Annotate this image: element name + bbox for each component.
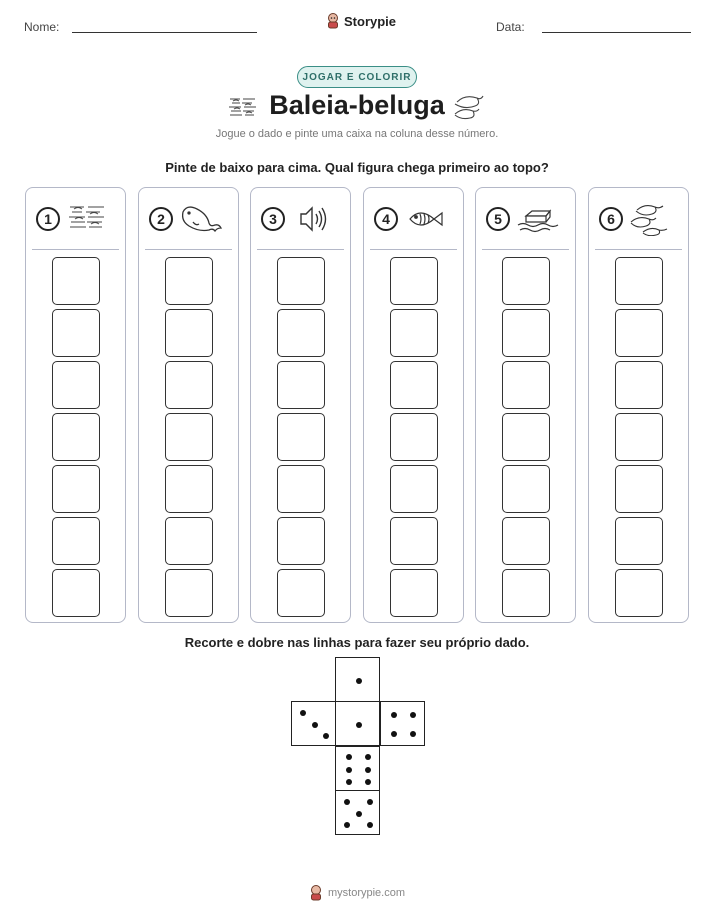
die-pip xyxy=(344,822,350,828)
die-pip xyxy=(365,754,371,760)
color-box[interactable] xyxy=(390,517,438,565)
column-divider xyxy=(257,249,344,250)
column-number: 6 xyxy=(599,207,623,231)
color-box[interactable] xyxy=(615,569,663,617)
color-box[interactable] xyxy=(615,465,663,513)
column-number: 4 xyxy=(374,207,398,231)
color-box[interactable] xyxy=(502,413,550,461)
color-box[interactable] xyxy=(615,257,663,305)
die-pip xyxy=(344,799,350,805)
die-pip xyxy=(346,779,352,785)
name-label: Nome: xyxy=(24,20,60,34)
die-face-1 xyxy=(335,657,380,702)
color-box[interactable] xyxy=(277,465,325,513)
color-box[interactable] xyxy=(390,309,438,357)
die-pip xyxy=(300,710,306,716)
color-box[interactable] xyxy=(390,361,438,409)
color-box[interactable] xyxy=(52,361,100,409)
column-4 xyxy=(363,187,464,623)
column-divider xyxy=(370,249,457,250)
column-divider xyxy=(482,249,569,250)
sound-speaker-icon xyxy=(291,202,335,236)
color-box[interactable] xyxy=(277,257,325,305)
die-pip xyxy=(365,779,371,785)
column-header xyxy=(589,188,688,250)
die-pip xyxy=(367,799,373,805)
color-box[interactable] xyxy=(502,257,550,305)
brand-logo xyxy=(326,13,396,29)
color-box[interactable] xyxy=(615,413,663,461)
storypie-mascot-icon xyxy=(309,885,323,901)
die-pip xyxy=(312,722,318,728)
color-box[interactable] xyxy=(502,517,550,565)
die-pip xyxy=(356,811,362,817)
color-box[interactable] xyxy=(52,465,100,513)
color-box[interactable] xyxy=(277,569,325,617)
color-box[interactable] xyxy=(277,413,325,461)
die-pip xyxy=(346,767,352,773)
date-label: Data: xyxy=(496,20,525,34)
column-number: 3 xyxy=(261,207,285,231)
color-box[interactable] xyxy=(165,517,213,565)
color-box[interactable] xyxy=(502,465,550,513)
column-number: 5 xyxy=(486,207,510,231)
die-face-5 xyxy=(335,790,380,835)
color-box[interactable] xyxy=(165,309,213,357)
instruction-top: Pinte de baixo para cima. Qual figura chega primeiro ao topo? xyxy=(165,160,549,175)
column-divider xyxy=(32,249,119,250)
column-header xyxy=(476,188,575,250)
die-pip xyxy=(346,754,352,760)
color-box[interactable] xyxy=(390,413,438,461)
color-box[interactable] xyxy=(502,569,550,617)
die-face-6 xyxy=(335,746,380,791)
color-box[interactable] xyxy=(165,257,213,305)
die-face-4 xyxy=(380,701,425,746)
ice-water-icon xyxy=(66,202,110,236)
die-face-1 xyxy=(335,701,380,746)
column-1 xyxy=(25,187,126,623)
column-6 xyxy=(588,187,689,623)
ice-floe-icon xyxy=(516,202,560,236)
color-box[interactable] xyxy=(52,413,100,461)
color-box[interactable] xyxy=(390,465,438,513)
die-face-3 xyxy=(291,701,336,746)
color-box[interactable] xyxy=(502,309,550,357)
color-box[interactable] xyxy=(165,569,213,617)
die-pip xyxy=(410,712,416,718)
footer-url: mystorypie.com xyxy=(328,887,406,899)
column-header xyxy=(26,188,125,250)
color-box[interactable] xyxy=(390,569,438,617)
beluga-pod-icon xyxy=(453,92,487,122)
color-box[interactable] xyxy=(277,361,325,409)
die-pip xyxy=(391,712,397,718)
footer xyxy=(309,885,405,901)
color-box[interactable] xyxy=(165,361,213,409)
die-pip xyxy=(367,822,373,828)
color-box[interactable] xyxy=(52,257,100,305)
beluga-pod-icon xyxy=(629,202,673,236)
beluga-icon xyxy=(179,202,223,236)
column-divider xyxy=(595,249,682,250)
column-5 xyxy=(475,187,576,623)
color-box[interactable] xyxy=(615,361,663,409)
storypie-mascot-icon xyxy=(326,13,340,29)
die-pip xyxy=(365,767,371,773)
column-3 xyxy=(250,187,351,623)
color-box[interactable] xyxy=(277,517,325,565)
color-box[interactable] xyxy=(390,257,438,305)
column-header xyxy=(251,188,350,250)
die-pip xyxy=(323,733,329,739)
color-box[interactable] xyxy=(52,517,100,565)
die-pip xyxy=(410,731,416,737)
color-box[interactable] xyxy=(277,309,325,357)
fish-icon xyxy=(404,202,448,236)
color-box[interactable] xyxy=(615,517,663,565)
page-subtitle: Jogue o dado e pinte uma caixa na coluna desse número. xyxy=(215,128,499,140)
brand-name: Storypie xyxy=(344,13,397,29)
color-box[interactable] xyxy=(165,413,213,461)
date-line[interactable] xyxy=(542,32,691,33)
column-number: 1 xyxy=(36,207,60,231)
column-number: 2 xyxy=(149,207,173,231)
color-box[interactable] xyxy=(52,569,100,617)
column-2 xyxy=(138,187,239,623)
die-pip xyxy=(356,678,362,684)
color-box[interactable] xyxy=(615,309,663,357)
page-title: Baleia-beluga xyxy=(269,90,445,120)
activity-badge: JOGAR E COLORIR xyxy=(297,66,417,88)
color-box[interactable] xyxy=(165,465,213,513)
column-header xyxy=(139,188,238,250)
die-pip xyxy=(391,731,397,737)
die-pip xyxy=(356,722,362,728)
name-line[interactable] xyxy=(72,32,257,33)
instruction-bottom: Recorte e dobre nas linhas para fazer seu próprio dado. xyxy=(184,635,530,650)
color-box[interactable] xyxy=(52,309,100,357)
color-box[interactable] xyxy=(502,361,550,409)
column-header xyxy=(364,188,463,250)
column-divider xyxy=(145,249,232,250)
